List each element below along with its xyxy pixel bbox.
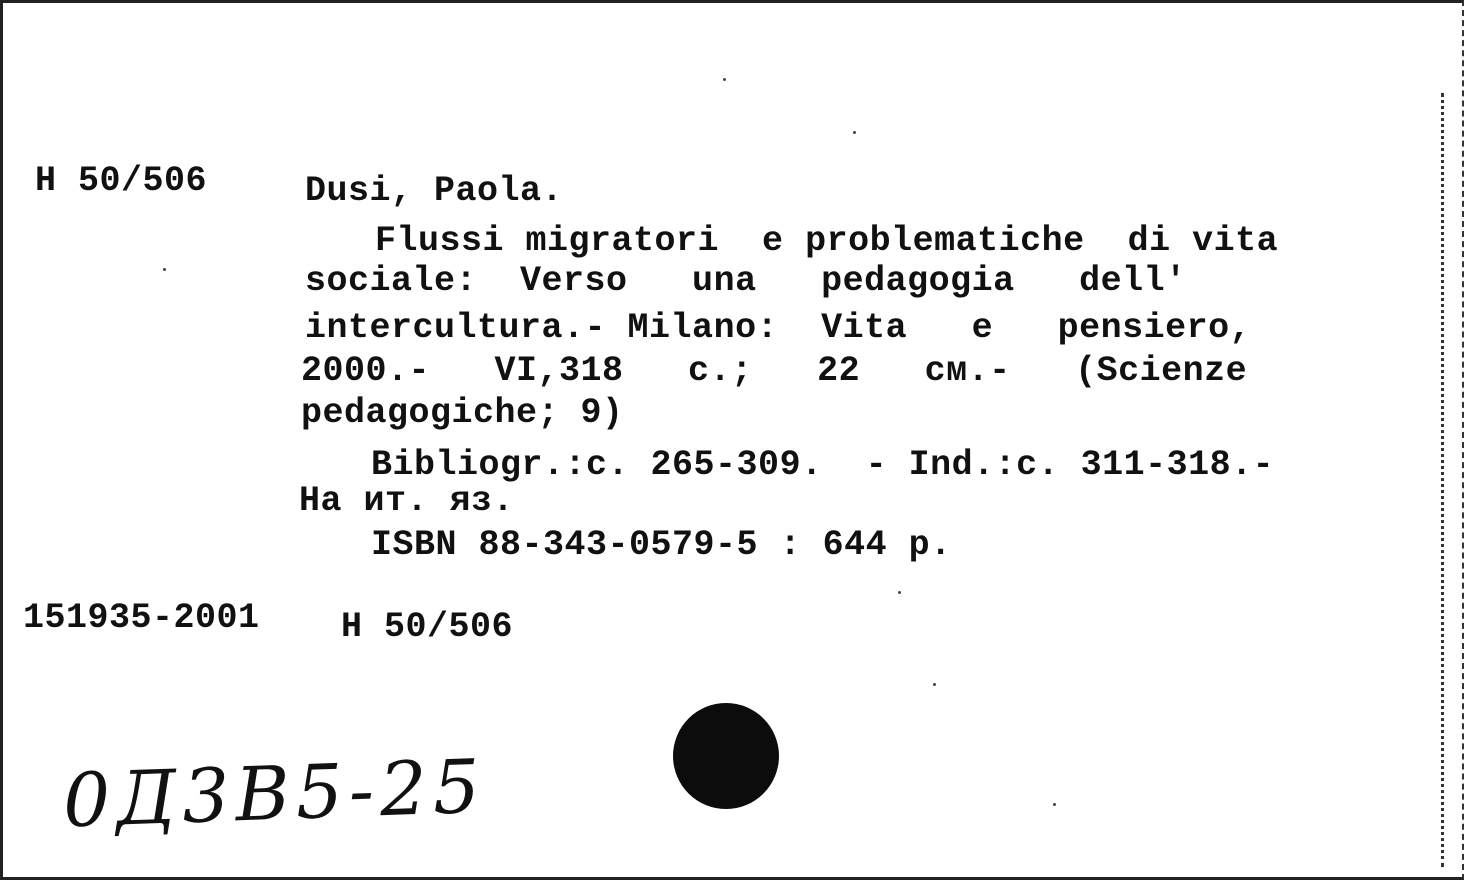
card-edge-perforation bbox=[1441, 93, 1444, 867]
punch-hole bbox=[673, 703, 779, 809]
title-line-1: Flussi migratori e problematiche di vita bbox=[375, 221, 1279, 261]
author: Dusi, Paola. bbox=[305, 171, 564, 211]
imprint-line: 2000.- VI,318 c.; 22 см.- (Scienze bbox=[301, 351, 1248, 391]
scan-speck bbox=[723, 78, 726, 81]
handwritten-number: 0Д3B5-25 bbox=[61, 743, 488, 845]
scan-speck bbox=[853, 131, 856, 134]
call-number-bottom: Н 50/506 bbox=[341, 607, 514, 647]
isbn-line: ISBN 88-343-0579-5 : 644 p. bbox=[371, 525, 952, 565]
scan-speck bbox=[933, 683, 936, 686]
scan-speck bbox=[1053, 803, 1056, 806]
series-line: pedagogiche; 9) bbox=[301, 393, 624, 433]
call-number: Н 50/506 bbox=[35, 161, 208, 201]
bibliography-note: Bibliogr.:c. 265-309. - Ind.:c. 311-318.- bbox=[371, 445, 1275, 485]
scan-speck bbox=[163, 268, 166, 271]
scan-speck bbox=[898, 591, 901, 594]
accession-number: 151935-2001 bbox=[23, 598, 260, 638]
title-line-3: intercultura.- Milano: Vita e pensiero, bbox=[305, 308, 1252, 348]
title-line-2: sociale: Verso una pedagogia dell' bbox=[305, 261, 1187, 301]
language-note: На ит. яз. bbox=[299, 481, 515, 521]
